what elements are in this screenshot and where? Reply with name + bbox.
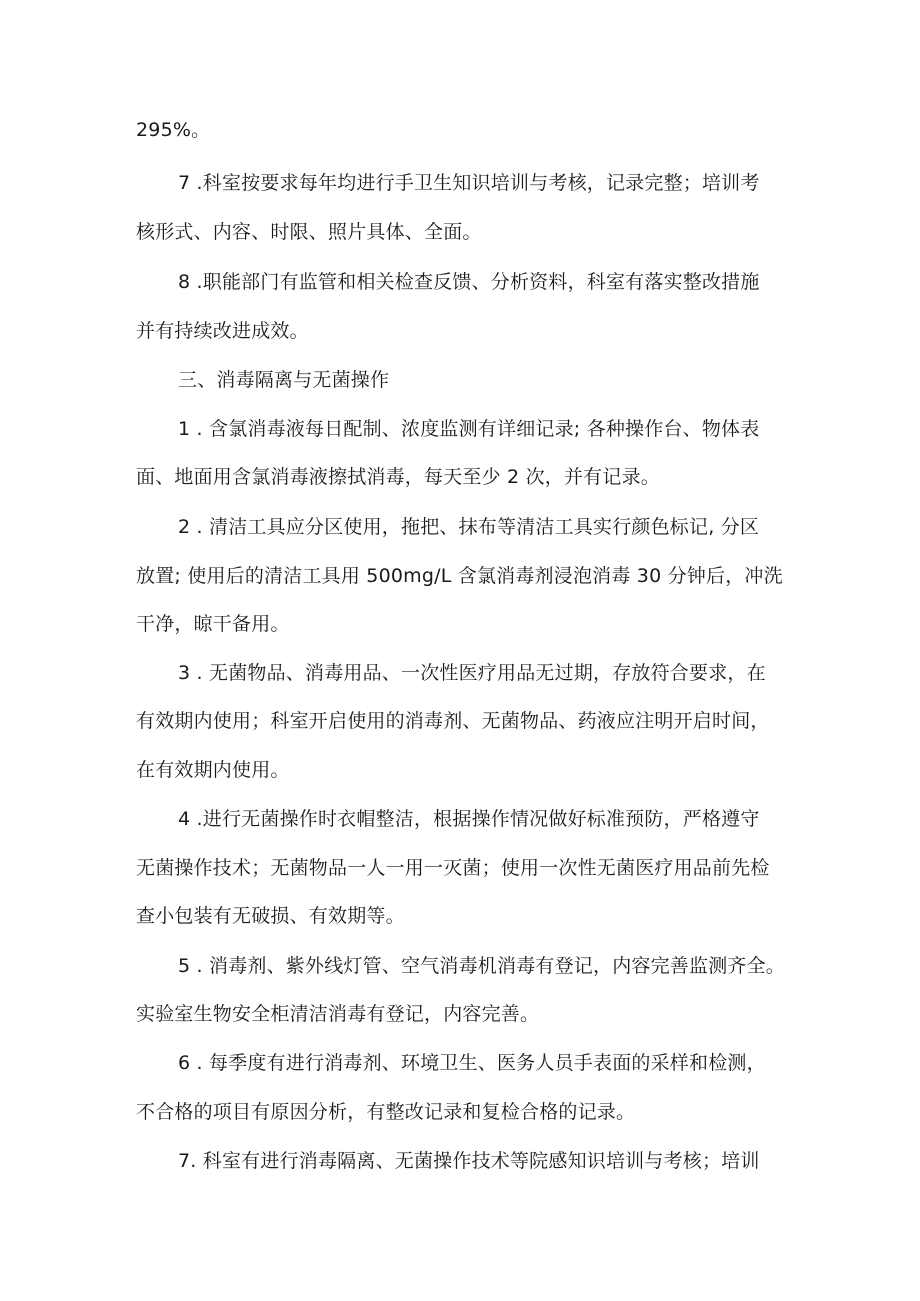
text-line: 1 . 含氯消毒液每日配制、浓度监测有详细记录; 各种操作台、物体表 — [178, 418, 760, 440]
text-line: 并有持续改进成效。 — [136, 320, 309, 342]
text-line: 实验室生物安全柜清洁消毒有登记，内容完善。 — [136, 1003, 540, 1025]
text-line: 核形式、内容、时限、照片具体、全面。 — [136, 221, 482, 243]
text-line: 8 .职能部门有监管和相关检查反馈、分析资料，科室有落实整改措施 — [178, 271, 760, 293]
text-line: 放置; 使用后的清洁工具用 500mg/L 含氯消毒剂浸泡消毒 30 分钟后，冲洗 — [136, 565, 783, 587]
text-line: 6 . 每季度有进行消毒剂、环境卫生、医务人员手表面的采样和检测， — [178, 1052, 766, 1074]
text-line: 面、地面用含氯消毒液擦拭消毒，每天至少 2 次，并有记录。 — [136, 466, 660, 488]
text-line: 查小包装有无破损、有效期等。 — [136, 905, 405, 927]
text-line: 2 . 清洁工具应分区使用，拖把、抹布等清洁工具实行颜色标记, 分区 — [178, 516, 760, 538]
text-line: 4 .进行无菌操作时衣帽整洁，根据操作情况做好标准预防，严格遵守 — [178, 808, 760, 830]
text-line: 7. 科室有进行消毒隔离、无菌操作技术等院感知识培训与考核；培训 — [178, 1150, 760, 1172]
text-line: 在有效期内使用。 — [136, 759, 290, 781]
text-line: 不合格的项目有原因分析，有整改记录和复检合格的记录。 — [136, 1101, 636, 1123]
text-line: 干净，晾干备用。 — [136, 613, 290, 635]
text-line: 3 . 无菌物品、消毒用品、一次性医疗用品无过期，存放符合要求，在 — [178, 662, 766, 684]
text-line: 有效期内使用；科室开启使用的消毒剂、无菌物品、药液应注明开启时间， — [136, 710, 770, 732]
section-heading: 三、消毒隔离与无菌操作 — [178, 369, 390, 391]
text-line: 7 .科室按要求每年均进行手卫生知识培训与考核，记录完整；培训考 — [178, 172, 760, 194]
text-line: 无菌操作技术；无菌物品一人一用一灭菌；使用一次性无菌医疗用品前先检 — [136, 857, 770, 879]
text-line: 5 . 消毒剂、紫外线灯管、空气消毒机消毒有登记，内容完善监测齐全。 — [178, 955, 786, 977]
text-line: 295%。 — [136, 119, 211, 141]
